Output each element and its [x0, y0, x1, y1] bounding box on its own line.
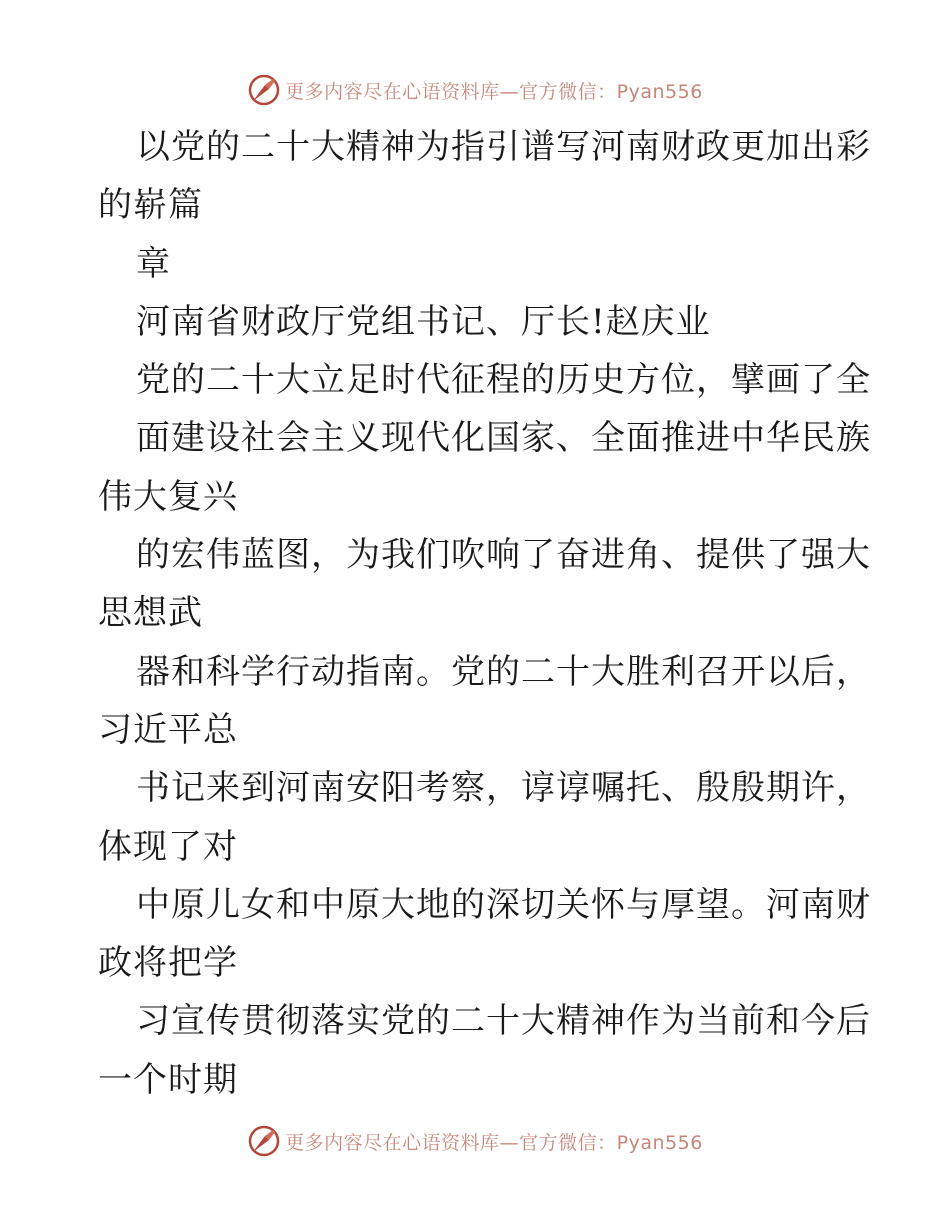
- text-line: 体现了对: [98, 826, 238, 867]
- text-line: 器和科学行动指南。党的二十大胜利召开以后，: [136, 651, 871, 692]
- text-line: 的崭篇: [98, 185, 203, 226]
- text-line: 中原儿女和中原大地的深切关怀与厚望。河南财: [136, 884, 871, 925]
- text-line: 政将把学: [98, 943, 238, 984]
- text-line: 一个时期: [98, 1059, 238, 1100]
- text-line: 党的二十大立足时代征程的历史方位，擘画了全: [136, 360, 871, 401]
- footer-watermark-text: 更多内容尽在心语资料库—官方微信：Pyan556: [285, 1131, 703, 1154]
- footer-watermark: [0, 1121, 950, 1161]
- text-line: 思想武: [98, 593, 203, 634]
- pen-logo-icon: [247, 1124, 281, 1158]
- text-line: 习宣传贯彻落实党的二十大精神作为当前和今后: [136, 1001, 871, 1042]
- pen-logo-icon: [247, 73, 281, 107]
- header-watermark: [0, 70, 950, 110]
- document-body: [98, 118, 871, 1109]
- header-watermark-text: 更多内容尽在心语资料库—官方微信：Pyan556: [285, 80, 703, 103]
- text-line: 章: [136, 243, 171, 284]
- text-line: 书记来到河南安阳考察，谆谆嘱托、殷殷期许，: [136, 768, 871, 809]
- text-line: 河南省财政厅党组书记、厅长!赵庆业: [136, 301, 711, 342]
- text-line: 的宏伟蓝图，为我们吹响了奋进角、提供了强大: [136, 535, 871, 576]
- text-line: 以党的二十大精神为指引谱写河南财政更加出彩: [136, 127, 871, 167]
- text-line: 面建设社会主义现代化国家、全面推进中华民族: [136, 418, 871, 459]
- text-line: 习近平总: [98, 709, 238, 750]
- text-line: 伟大复兴: [98, 476, 238, 517]
